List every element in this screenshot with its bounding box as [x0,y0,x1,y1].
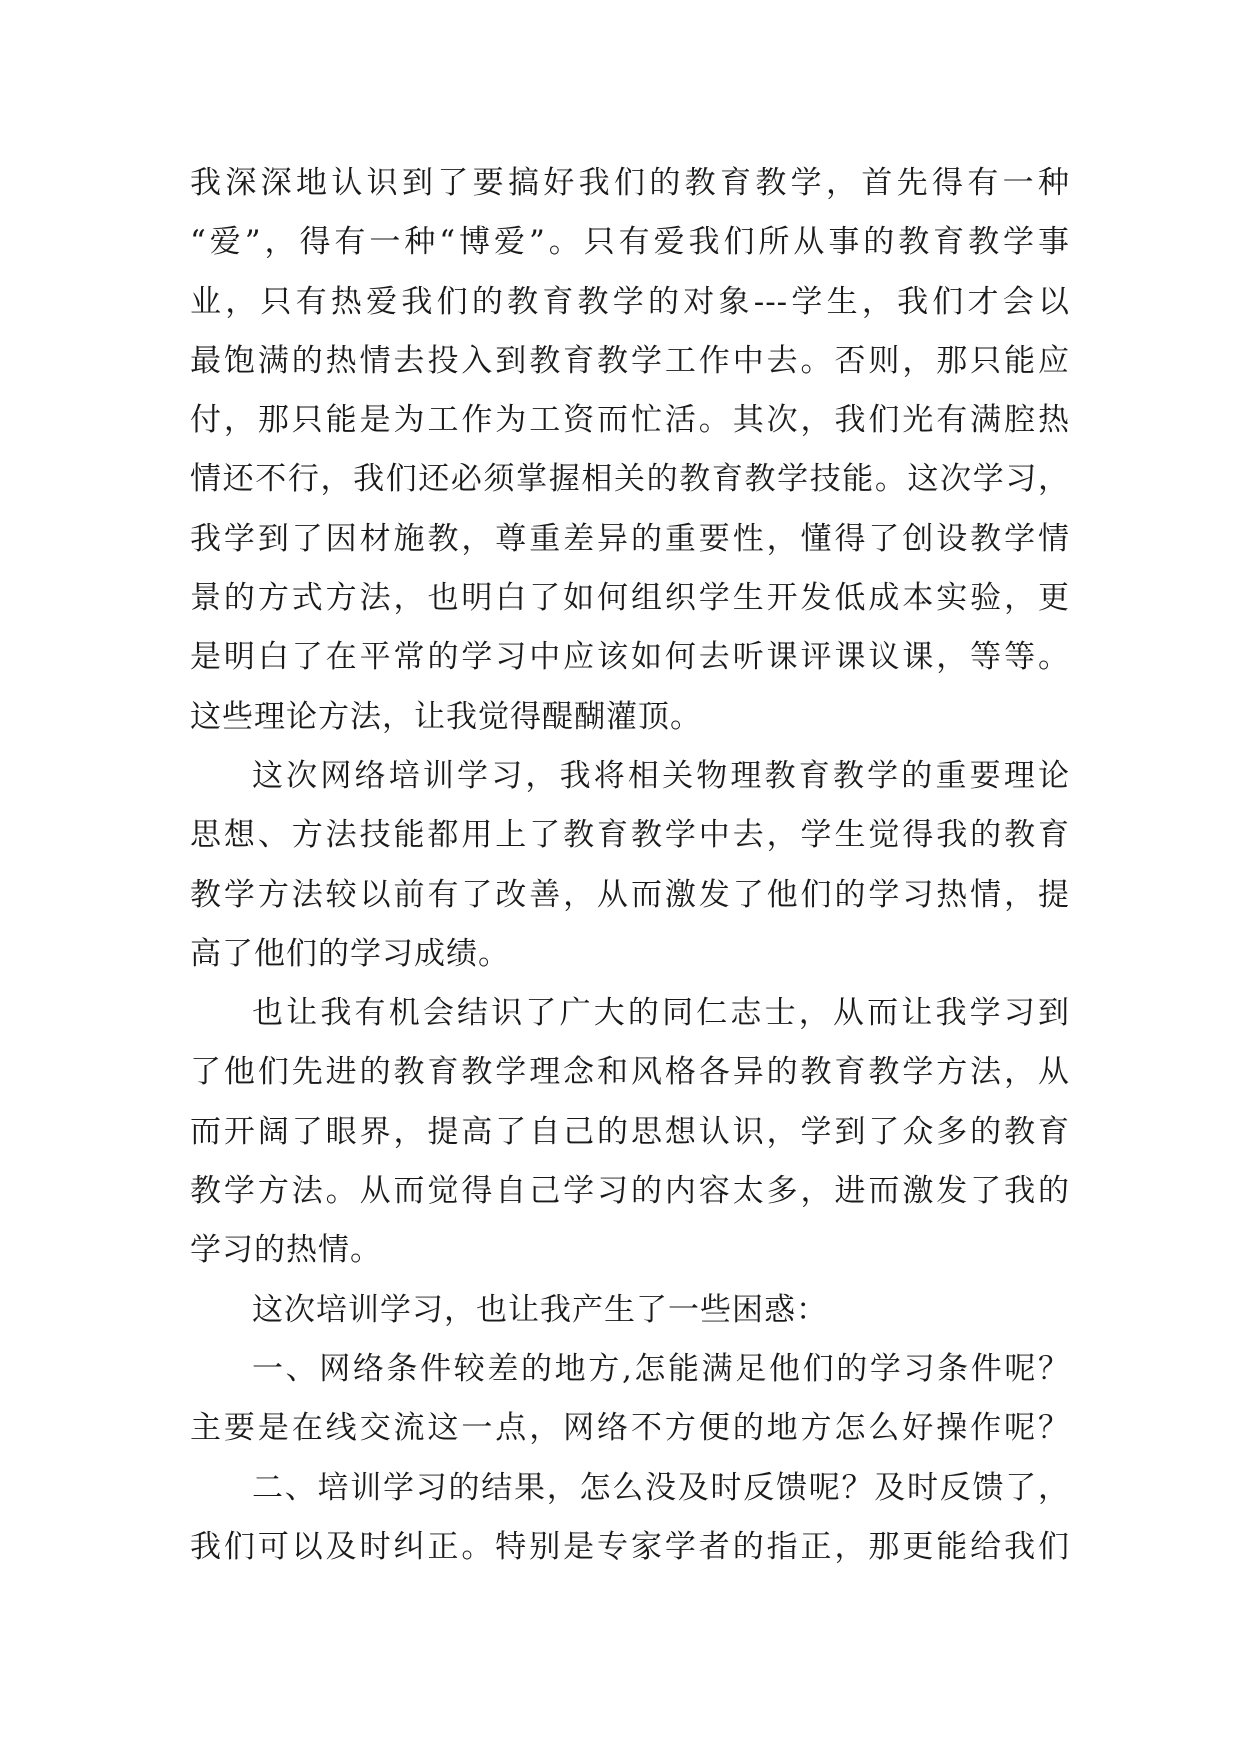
text-line: 教学方法。从而觉得自己学习的内容太多，进而激发了我的 [190,1173,1070,1210]
text-line: 而开阔了眼界，提高了自己的思想认识，学到了众多的教育 [190,1113,1070,1150]
text-line: 了他们先进的教育教学理念和风格各异的教育教学方法，从 [190,1054,1070,1091]
text-line: 情还不行，我们还必须掌握相关的教育教学技能。这次学习， [190,461,1070,498]
text-line: 付，那只能是为工作为工资而忙活。其次，我们光有满腔热 [190,402,1070,439]
text-line: 景的方式方法，也明白了如何组织学生开发低成本实验，更 [190,580,1070,617]
text-line: 我学到了因材施教，尊重差异的重要性，懂得了创设教学情 [190,520,1070,557]
text-line: 主要是在线交流这一点，网络不方便的地方怎么好操作呢？ [190,1410,1070,1447]
text-line: 业，只有热爱我们的教育教学的对象---学生，我们才会以 [190,283,1070,320]
text-line: 我深深地认识到了要搞好我们的教育教学，首先得有一种 [190,165,1070,201]
text-line: 一、网络条件较差的地方,怎能满足他们的学习条件呢？ [252,1350,1070,1387]
text-line: 也让我有机会结识了广大的同仁志士，从而让我学习到 [252,995,1070,1032]
text-line: 最饱满的热情去投入到教育教学工作中去。否则，那只能应 [190,342,1070,379]
document-body [190,154,1070,1577]
text-line: 高了他们的学习成绩。 [190,935,510,972]
text-line: 思想、方法技能都用上了教育教学中去，学生觉得我的教育 [190,817,1070,854]
text-line: 学习的热情。 [190,1232,382,1269]
text-line: “爱”，得有一种“博爱”。只有爱我们所从事的教育教学事 [190,224,1070,261]
text-line: 是明白了在平常的学习中应该如何去听课评课议课，等等。 [190,639,1070,676]
text-line: 这次培训学习，也让我产生了一些困惑： [252,1291,828,1328]
text-line: 二、培训学习的结果，怎么没及时反馈呢？及时反馈了， [252,1469,1070,1506]
text-line: 这次网络培训学习，我将相关物理教育教学的重要理论 [252,757,1070,794]
text-line: 这些理论方法，让我觉得醍醐灌顶。 [190,698,702,735]
text-line: 教学方法较以前有了改善，从而激发了他们的学习热情，提 [190,876,1070,913]
text-line: 我们可以及时纠正。特别是专家学者的指正，那更能给我们 [190,1528,1070,1565]
